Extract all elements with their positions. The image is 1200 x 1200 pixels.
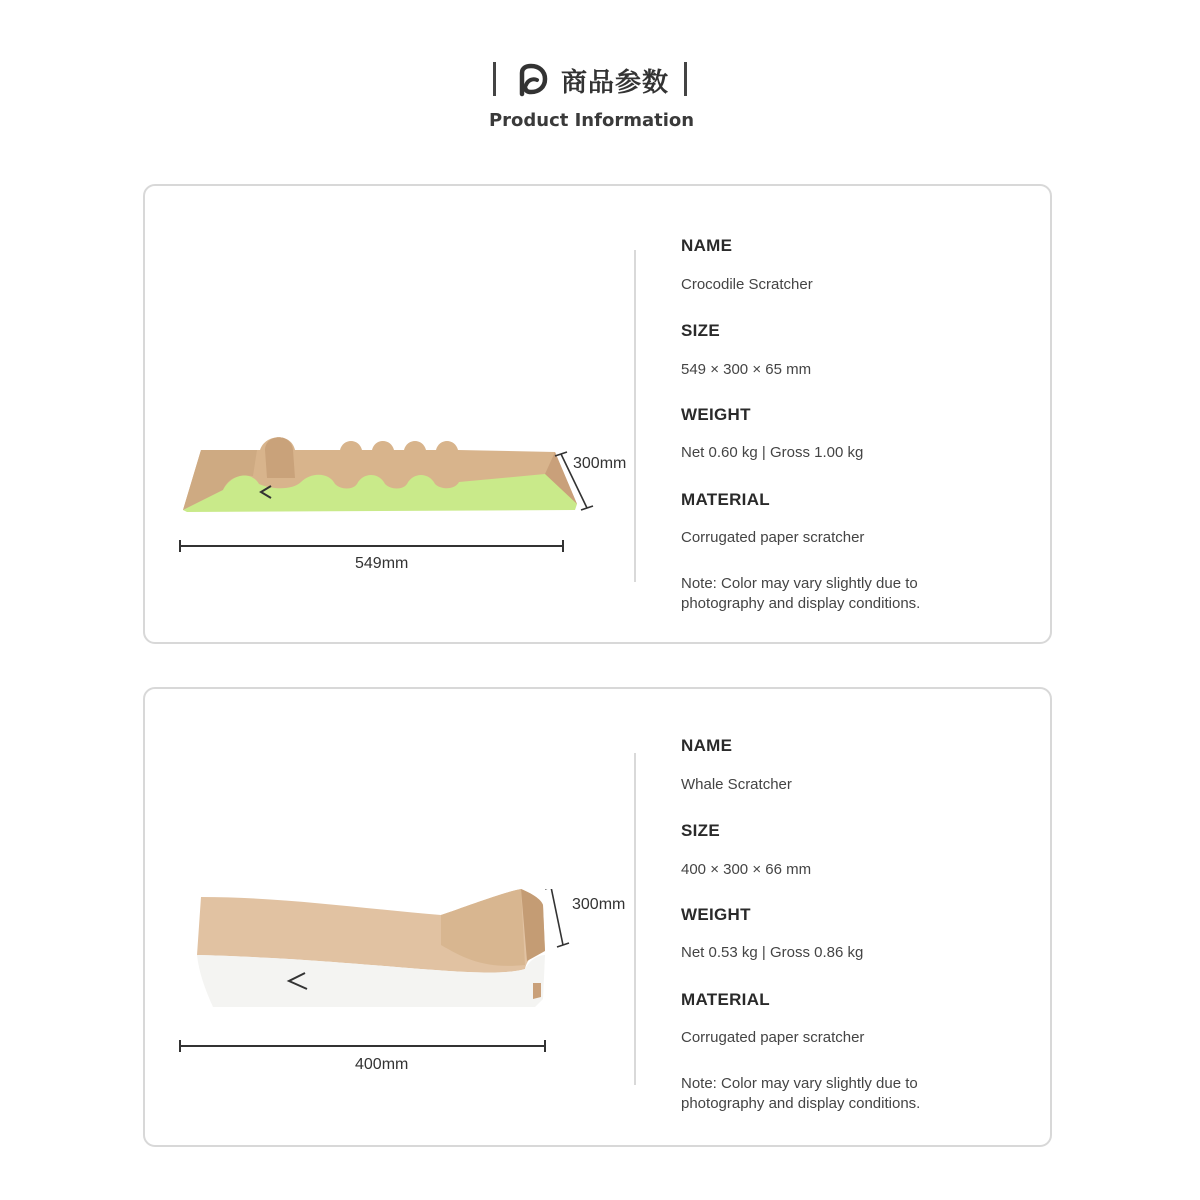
size-value: 400 × 300 × 66 mm — [681, 861, 812, 878]
color-note: Note: Color may vary slightly due to photography and display conditions. — [681, 1075, 921, 1112]
name-label: NAME — [681, 236, 733, 255]
size-label: SIZE — [681, 321, 720, 340]
crocodile-green-base — [183, 474, 577, 512]
material-value: Corrugated paper scratcher — [681, 1029, 865, 1046]
color-note: Note: Color may vary slightly due to photography and display conditions. — [681, 575, 921, 612]
crocodile-length-label: 549mm — [355, 555, 409, 572]
name-value: Crocodile Scratcher — [681, 276, 813, 293]
product-card-whale — [143, 687, 1052, 1147]
size-value: 549 × 300 × 65 mm — [681, 361, 812, 378]
section-header — [0, 58, 1200, 138]
whale-width-label: 300mm — [572, 896, 626, 913]
header-bar-left — [493, 62, 496, 96]
card-divider — [634, 753, 636, 1085]
weight-value: Net 0.53 kg | Gross 0.86 kg — [681, 944, 864, 961]
crocodile-width-label: 300mm — [573, 455, 627, 472]
weight-label: WEIGHT — [681, 405, 751, 424]
name-label: NAME — [681, 736, 733, 755]
material-value: Corrugated paper scratcher — [681, 529, 865, 546]
whale-scratcher-illustration — [165, 889, 645, 1109]
material-label: MATERIAL — [681, 490, 770, 509]
brand-logo-icon — [513, 63, 549, 99]
material-label: MATERIAL — [681, 990, 770, 1009]
crocodile-scratcher-illustration — [165, 386, 645, 606]
header-title-cn: 商品参数 — [561, 68, 670, 98]
weight-value: Net 0.60 kg | Gross 1.00 kg — [681, 444, 864, 461]
name-value: Whale Scratcher — [681, 776, 792, 793]
weight-label: WEIGHT — [681, 905, 751, 924]
size-label: SIZE — [681, 821, 720, 840]
whale-length-label: 400mm — [355, 1056, 409, 1073]
header-title-en: Product Information — [488, 110, 695, 131]
header-bar-right — [684, 62, 687, 96]
product-card-crocodile — [143, 184, 1052, 644]
card-divider — [634, 250, 636, 582]
